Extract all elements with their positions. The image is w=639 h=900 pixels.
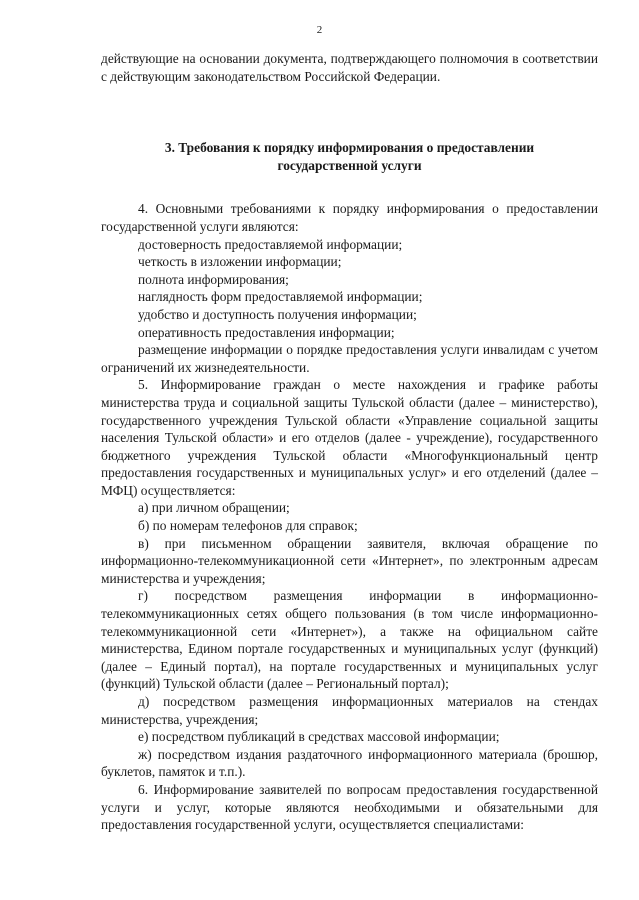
paragraph-5-intro: 5. Информирование граждан о месте нахождения и графике работы министерства труда и социальной защиты Тульской области (далее – министерство), государственного учреждения Тульской области «Управление социальной защиты населения Тульской области» и его отделов (далее - учреждение), государственного бюджетного учреждения Тульской области «Многофункциональный центр предоставления государственных и муниципальных услуг» и его отделений (далее – МФЦ) осуществляется: (101, 377, 598, 498)
list-item: четкость в изложении информации; (138, 254, 342, 270)
paragraph-6-intro: 6. Информирование заявителей по вопросам предоставления государственной услуги и услуг, которые являются необходимыми и обязательными для предоставления государственной услуги, осуществляется специалистами: (101, 781, 598, 833)
list-item: е) посредством публикаций в средствах массовой информации; (138, 729, 500, 745)
section-heading (101, 139, 598, 174)
list-item: наглядность форм предоставляемой информации; (138, 289, 423, 305)
list-item: размещение информации о порядке предоставления услуги инвалидам с учетом ограничений их жизнедеятельности. (101, 342, 598, 375)
list-item: полнота информирования; (138, 271, 289, 287)
page-number: 2 (316, 24, 323, 36)
list-item: оперативность предоставления информации; (138, 324, 395, 340)
document-body (101, 50, 598, 834)
section-heading-line-1: 3. Требования к порядку информирования о предоставлении (164, 140, 535, 156)
list-item: г) посредством размещения информации в информационно-телекоммуникационных сетях общего пользования (в том числе информационно-телекоммуникационной сети «Интернет»), а также на официальном сайте министерства, Едином портале государственных и муниципальных услуг (функций) (далее – Единый портал), на портале государственных и муниципальных услуг (функций) Тульской области (далее – Региональный портал); (101, 588, 598, 692)
list-item: удобство и доступность получения информации; (138, 306, 417, 322)
list-item: достоверность предоставляемой информации; (138, 236, 403, 252)
list-item: а) при личном обращении; (138, 500, 290, 516)
list-item: д) посредством размещения информационных материалов на стендах министерства, учреждения; (101, 694, 598, 727)
section-heading-line-2: государственной услуги (277, 157, 422, 173)
list-item: ж) посредством издания раздаточного информационного материала (брошюр, буклетов, памяток и т.п.). (101, 746, 598, 780)
list-item: в) при письменном обращении заявителя, включая обращение по информационно-телекоммуникационной сети «Интернет», по электронным адресам министерства и учреждения; (101, 535, 598, 586)
paragraph-4-intro: 4. Основными требованиями к порядку информирования о предоставлении государственной услуги являются: (101, 201, 598, 234)
continuation-paragraph: действующие на основании документа, подтверждающего полномочия в соответствии с действующим законодательством Российской Федерации. (101, 51, 598, 84)
list-item: б) по номерам телефонов для справок; (138, 518, 358, 534)
